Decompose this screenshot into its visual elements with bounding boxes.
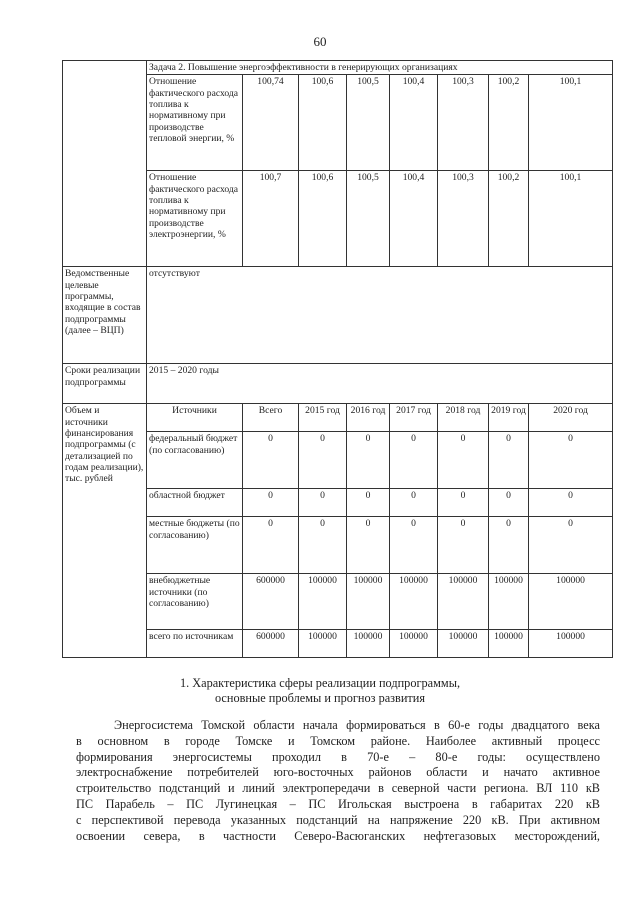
indicator-value: 100,1	[529, 75, 613, 171]
sources-header: Источники	[147, 404, 243, 432]
funding-value: 600000	[243, 574, 299, 630]
funding-source: всего по источникам	[147, 630, 243, 658]
paragraph-line: с перспективой перевода указанных подстанций на напряжение 220 кВ. При активном	[76, 812, 600, 827]
paragraph-line: в основном в городе Томске и Томском районе. Наиболее активный процесс	[76, 733, 600, 748]
funding-source: федеральный бюджет (по согласованию)	[147, 432, 243, 489]
section-title	[0, 676, 640, 707]
funding-value: 100000	[438, 630, 489, 658]
total-header: Всего	[243, 404, 299, 432]
funding-value: 100000	[390, 630, 438, 658]
funding-value: 0	[299, 489, 347, 517]
year-header: 2018 год	[438, 404, 489, 432]
year-header: 2016 год	[347, 404, 390, 432]
vcp-label: Ведомственные целевые программы, входящие в состав подпрограммы (далее – ВЦП)	[63, 267, 147, 364]
funding-value: 0	[390, 517, 438, 574]
indicator-name: Отношение фактического расхода топлива к нормативному при производстве тепловой энергии, %	[147, 75, 243, 171]
section-title-line: основные проблемы и прогноз развития	[214, 691, 426, 706]
funding-value: 100000	[438, 574, 489, 630]
funding-value: 100000	[347, 574, 390, 630]
funding-value: 0	[347, 517, 390, 574]
indicator-value: 100,7	[243, 171, 299, 267]
funding-value: 0	[390, 432, 438, 489]
paragraph-line: строительство подстанций и линий электропередачи в северной части региона. ВЛ 110 кВ	[76, 781, 600, 796]
paragraph-line: Энергосистема Томской области начала формироваться в 60-е годы двадцатого века	[114, 718, 600, 732]
funding-value: 600000	[243, 630, 299, 658]
terms-value: 2015 – 2020 годы	[147, 364, 613, 404]
task-2-header: Задача 2. Повышение энергоэффективности в генерирующих организациях	[147, 61, 613, 75]
year-header: 2020 год	[529, 404, 613, 432]
funding-value: 0	[243, 517, 299, 574]
paragraph-line: электроснабжение потребителей юго-восточных районов области и начато активное	[76, 765, 600, 780]
program-passport-table	[62, 60, 613, 658]
terms-label: Сроки реализации подпрограммы	[63, 364, 147, 404]
blank-label-cell	[63, 61, 147, 267]
paragraph-line: формирования энергосистемы проходил в 70-е – 80-е годы: осуществлено	[76, 749, 600, 764]
indicator-value: 100,3	[438, 75, 489, 171]
funding-value: 100000	[529, 630, 613, 658]
funding-value: 100000	[489, 574, 529, 630]
page-number: 60	[313, 34, 327, 49]
funding-value: 100000	[390, 574, 438, 630]
funding-value: 0	[489, 489, 529, 517]
indicator-value: 100,1	[529, 171, 613, 267]
indicator-value: 100,5	[347, 171, 390, 267]
funding-source: внебюджетные источники (по согласованию)	[147, 574, 243, 630]
funding-value: 0	[347, 489, 390, 517]
funding-value: 100000	[489, 630, 529, 658]
indicator-value: 100,6	[299, 75, 347, 171]
body-paragraph	[76, 718, 600, 844]
indicator-value: 100,6	[299, 171, 347, 267]
paragraph-line: освоении севера, в частности Северо-Васюганских нефтегазовых месторождений,	[76, 828, 600, 843]
indicator-value: 100,3	[438, 171, 489, 267]
funding-label: Объем и источники финансирования подпрограммы (с детализацией по годам реализации), тыс. рублей	[63, 404, 147, 658]
funding-value: 100000	[299, 574, 347, 630]
indicator-value: 100,74	[243, 75, 299, 171]
funding-source: местные бюджеты (по согласованию)	[147, 517, 243, 574]
funding-value: 0	[347, 432, 390, 489]
funding-value: 0	[299, 517, 347, 574]
vcp-value: отсутствуют	[147, 267, 613, 364]
year-header: 2015 год	[299, 404, 347, 432]
funding-value: 0	[529, 432, 613, 489]
indicator-value: 100,5	[347, 75, 390, 171]
year-header: 2019 год	[489, 404, 529, 432]
funding-value: 0	[243, 432, 299, 489]
year-header: 2017 год	[390, 404, 438, 432]
indicator-value: 100,4	[390, 75, 438, 171]
funding-value: 0	[529, 517, 613, 574]
indicator-value: 100,2	[489, 75, 529, 171]
funding-value: 0	[390, 489, 438, 517]
indicator-value: 100,2	[489, 171, 529, 267]
funding-value: 100000	[347, 630, 390, 658]
paragraph-line: ПС Парабель – ПС Лугинецкая – ПС Игольская выстроена в габаритах 220 кВ	[76, 796, 600, 811]
indicator-value: 100,4	[390, 171, 438, 267]
funding-value: 0	[299, 432, 347, 489]
funding-value: 100000	[299, 630, 347, 658]
funding-value: 0	[438, 432, 489, 489]
funding-value: 0	[438, 489, 489, 517]
funding-value: 0	[438, 517, 489, 574]
funding-value: 0	[489, 432, 529, 489]
funding-value: 100000	[529, 574, 613, 630]
funding-source: областной бюджет	[147, 489, 243, 517]
funding-value: 0	[243, 489, 299, 517]
section-title-line: 1. Характеристика сферы реализации подпрограммы,	[179, 676, 461, 690]
indicator-name: Отношение фактического расхода топлива к нормативному при производстве электроэнергии, %	[147, 171, 243, 267]
funding-value: 0	[489, 517, 529, 574]
funding-value: 0	[529, 489, 613, 517]
